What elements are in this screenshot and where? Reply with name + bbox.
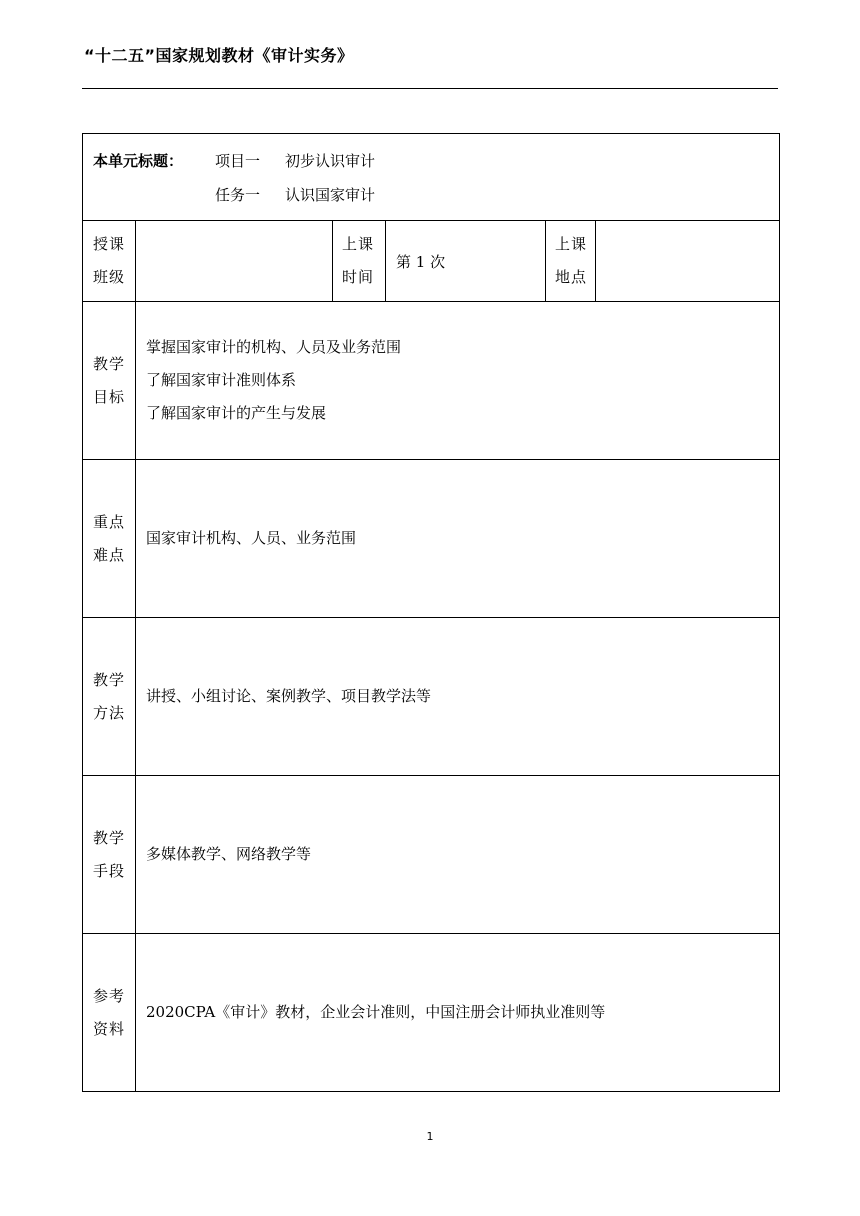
- objective-line: 了解国家审计的产生与发展: [146, 404, 327, 422]
- objectives-label: 教学 目标: [83, 302, 136, 460]
- unit-title-label: 本单元标题：: [93, 151, 184, 170]
- place-value: [596, 221, 780, 302]
- document-header-title: “十二五”国家规划教材《审计实务》: [84, 46, 354, 65]
- references-content: 2020CPA《审计》教材，企业会计准则，中国注册会计师执业准则等: [136, 934, 780, 1092]
- class-label: 授课 班级: [83, 221, 136, 302]
- page-number: 1: [426, 1130, 434, 1143]
- time-label: 上课 时间: [333, 221, 386, 302]
- key-points-label: 重点 难点: [83, 460, 136, 618]
- references-label: 参考 资料: [83, 934, 136, 1092]
- place-label: 上课 地点: [546, 221, 596, 302]
- teaching-method-label: 教学 方法: [83, 618, 136, 776]
- project-name: 初步认识审计: [285, 151, 376, 170]
- project-label: 项目一: [215, 151, 261, 170]
- key-points-content: 国家审计机构、人员、业务范围: [136, 460, 780, 618]
- objective-line: 掌握国家审计的机构、人员及业务范围: [146, 338, 402, 356]
- task-name: 认识国家审计: [285, 185, 376, 204]
- time-value: 第 1 次: [386, 221, 546, 302]
- objectives-content: [136, 302, 780, 460]
- teaching-method-content: 讲授、小组讨论、案例教学、项目教学法等: [136, 618, 780, 776]
- objective-line: 了解国家审计准则体系: [146, 371, 297, 389]
- unit-title-cell: [83, 134, 780, 221]
- teaching-means-label: 教学 手段: [83, 776, 136, 934]
- task-label: 任务一: [215, 185, 261, 204]
- teaching-means-content: 多媒体教学、网络教学等: [136, 776, 780, 934]
- header-divider: [82, 88, 778, 89]
- lesson-plan-table: [82, 133, 780, 1092]
- class-value: [136, 221, 333, 302]
